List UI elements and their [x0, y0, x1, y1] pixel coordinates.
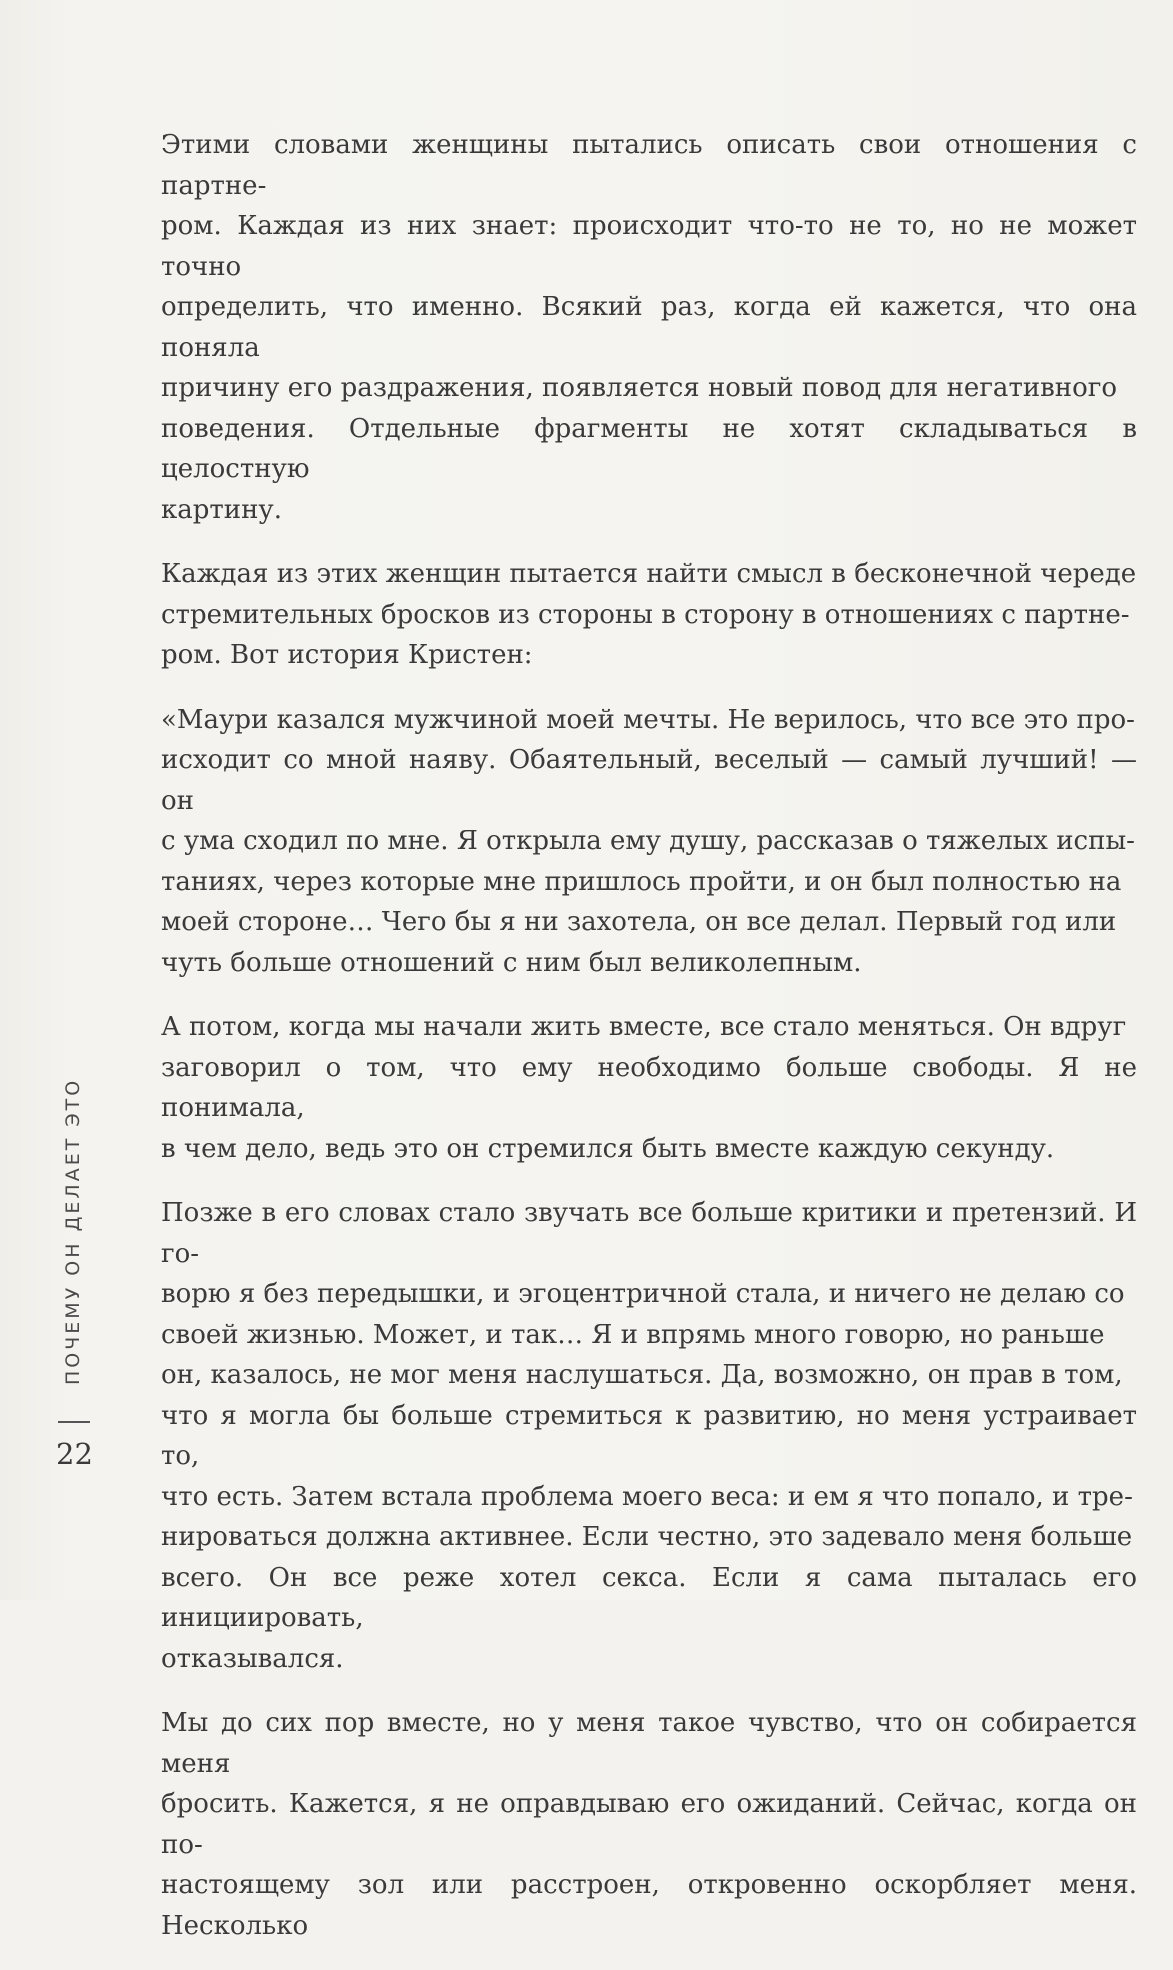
running-head: ПОЧЕМУ ОН ДЕЛАЕТ ЭТО	[62, 1077, 84, 1385]
paragraph-6: Мы до сих пор вместе, но у меня такое чувство, что он собирается меня бросить. Кажется, я не оправдываю его ожиданий. Сейчас, когда он по- настоящему зол или расстроен, откровенно оскорбляет меня. Несколько	[161, 1708, 1137, 1941]
page-number: 22	[56, 1437, 93, 1471]
paragraph-2: Каждая из этих женщин пытается найти смысл в бесконечной череде стремительных бросков из стороны в сторону в отношениях с партне- ром. Вот история Кристен:	[161, 559, 1137, 670]
paragraph-4: А потом, когда мы начали жить вместе, все стало меняться. Он вдруг заговорил о том, что ему необходимо больше свободы. Я не понимала, в чем дело, ведь это он стремился быть вместе каждую секунду.	[161, 1012, 1137, 1164]
paragraph-1: Этими словами женщины пытались описать свои отношения с партне- ром. Каждая из них знает: происходит что-то не то, но не может точно определить, что именно. Всякий раз, когда ей кажется, что она поняла причину его раздражения, появляется новый повод для негативного поведения. Отдельные фрагменты не хотят складываться в целостную картину.	[161, 130, 1137, 525]
body-text	[161, 125, 1137, 1970]
running-head-divider	[58, 1421, 90, 1423]
paragraph-5: Позже в его словах стало звучать все больше критики и претензий. И го- ворю я без передышки, и эгоцентричной стала, и ничего не делаю со своей жизнью. Может, и так… Я и впрямь много говорю, но раньше он, казалось, не мог меня наслушаться. Да, возможно, он прав в том, что я могла бы больше стремиться к развитию, но меня устраивает то, что есть. Затем встала проблема моего веса: и ем я что попало, и тре- нироваться должна активнее. Если честно, это задевало меня больше всего. Он все реже хотел секса. Если я сама пыталась его инициировать, отказывался.	[161, 1198, 1137, 1674]
paragraph-3: «Маури казался мужчиной моей мечты. Не верилось, что все это про- исходит со мной наяву. Обаятельный, веселый — самый лучший! — он с ума сходил по мне. Я открыла ему душу, рассказав о тяжелых испы- таниях, через которые мне пришлось пройти, и он был полностью на моей стороне… Чего бы я ни захотела, он все делал. Первый год или чуть больше отношений с ним был великолепным.	[161, 704, 1137, 978]
